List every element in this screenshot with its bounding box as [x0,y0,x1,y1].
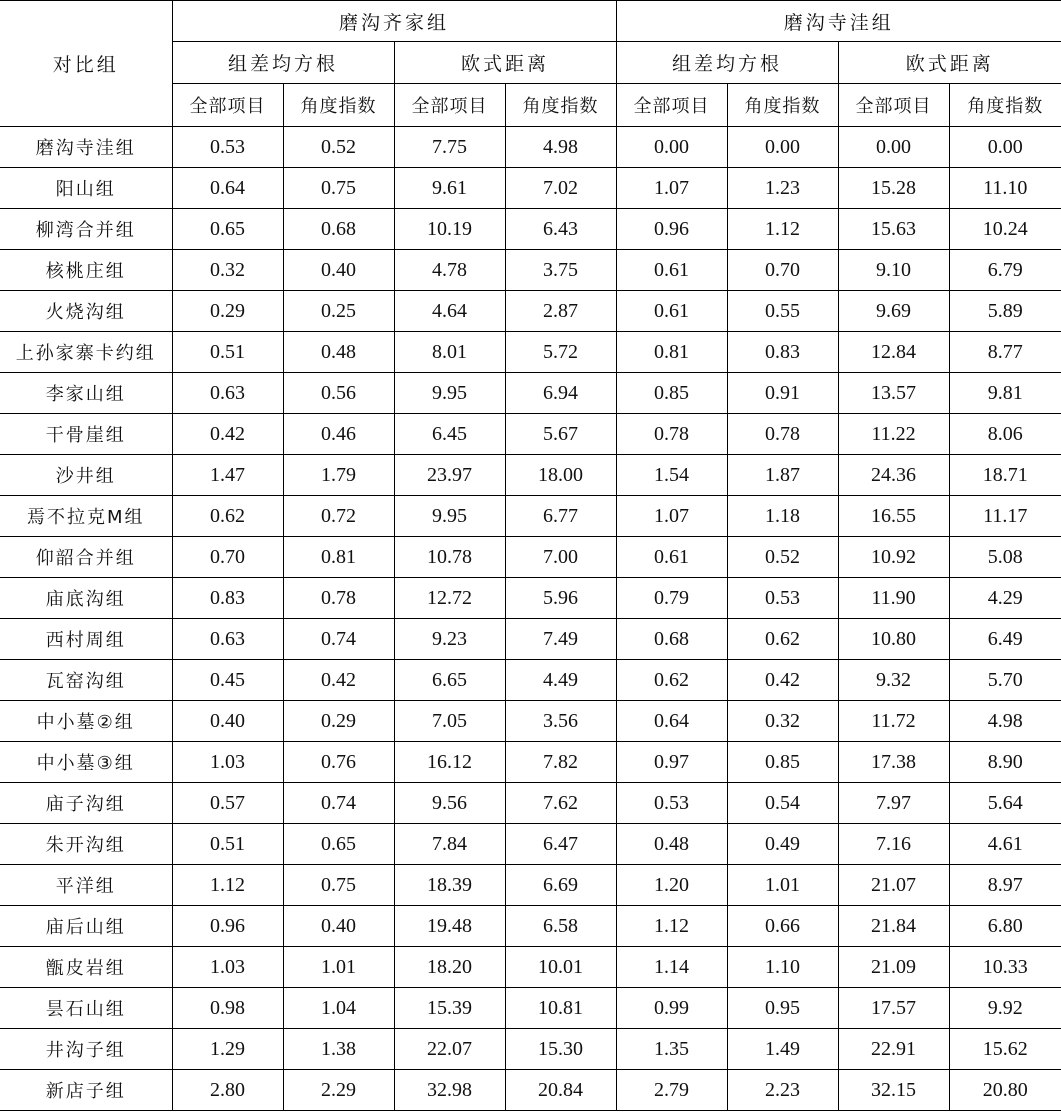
row-label: 仰韶合并组 [0,537,172,578]
value-cell: 1.49 [727,1029,838,1070]
table-row [0,332,1061,373]
value-cell: 32.98 [394,1070,505,1111]
value-cell: 0.49 [727,824,838,865]
value-cell: 0.53 [727,578,838,619]
value-cell: 19.48 [394,906,505,947]
value-cell: 0.98 [172,988,283,1029]
row-label: 阳山组 [0,168,172,209]
value-cell: 0.95 [727,988,838,1029]
value-cell: 1.54 [616,455,727,496]
value-cell: 0.83 [727,332,838,373]
value-cell: 6.49 [949,619,1061,660]
value-cell: 15.28 [838,168,949,209]
value-cell: 0.32 [172,250,283,291]
value-cell: 5.64 [949,783,1061,824]
sub-header: 角度指数 [949,84,1061,127]
value-cell: 18.71 [949,455,1061,496]
value-cell: 0.99 [616,988,727,1029]
value-cell: 4.98 [505,127,616,168]
sub-header: 角度指数 [283,84,394,127]
table-row [0,701,1061,742]
value-cell: 15.63 [838,209,949,250]
value-cell: 11.22 [838,414,949,455]
value-cell: 21.84 [838,906,949,947]
value-cell: 0.68 [283,209,394,250]
value-cell: 10.81 [505,988,616,1029]
value-cell: 7.49 [505,619,616,660]
row-label: 火烧沟组 [0,291,172,332]
metric-header: 欧式距离 [838,42,1061,84]
value-cell: 3.75 [505,250,616,291]
value-cell: 1.04 [283,988,394,1029]
value-cell: 0.65 [172,209,283,250]
value-cell: 1.38 [283,1029,394,1070]
value-cell: 0.85 [727,742,838,783]
value-cell: 1.18 [727,496,838,537]
value-cell: 6.94 [505,373,616,414]
value-cell: 8.01 [394,332,505,373]
table-row [0,578,1061,619]
value-cell: 6.79 [949,250,1061,291]
value-cell: 8.06 [949,414,1061,455]
value-cell: 4.49 [505,660,616,701]
value-cell: 0.48 [616,824,727,865]
value-cell: 2.23 [727,1070,838,1111]
value-cell: 0.72 [283,496,394,537]
corner-header: 对比组 [0,1,172,127]
value-cell: 32.15 [838,1070,949,1111]
value-cell: 0.29 [172,291,283,332]
group-header-qijia: 磨沟齐家组 [172,1,616,42]
value-cell: 0.00 [616,127,727,168]
value-cell: 0.91 [727,373,838,414]
value-cell: 0.81 [283,537,394,578]
value-cell: 9.69 [838,291,949,332]
metric-header: 组差均方根 [616,42,838,84]
value-cell: 1.10 [727,947,838,988]
row-label: 昙石山组 [0,988,172,1029]
value-cell: 17.38 [838,742,949,783]
value-cell: 11.90 [838,578,949,619]
value-cell: 0.79 [616,578,727,619]
value-cell: 1.79 [283,455,394,496]
value-cell: 6.77 [505,496,616,537]
value-cell: 5.72 [505,332,616,373]
value-cell: 0.57 [172,783,283,824]
table-row [0,291,1061,332]
value-cell: 15.30 [505,1029,616,1070]
value-cell: 6.45 [394,414,505,455]
value-cell: 9.95 [394,496,505,537]
value-cell: 0.83 [172,578,283,619]
value-cell: 11.72 [838,701,949,742]
value-cell: 7.16 [838,824,949,865]
value-cell: 4.78 [394,250,505,291]
value-cell: 1.35 [616,1029,727,1070]
value-cell: 0.64 [616,701,727,742]
value-cell: 0.76 [283,742,394,783]
value-cell: 0.00 [838,127,949,168]
value-cell: 8.90 [949,742,1061,783]
metric-header: 组差均方根 [172,42,394,84]
value-cell: 0.61 [616,250,727,291]
value-cell: 22.91 [838,1029,949,1070]
value-cell: 0.45 [172,660,283,701]
table-header [0,1,1061,127]
value-cell: 0.75 [283,168,394,209]
value-cell: 0.46 [283,414,394,455]
value-cell: 7.97 [838,783,949,824]
value-cell: 0.61 [616,291,727,332]
value-cell: 0.54 [727,783,838,824]
row-label: 磨沟寺洼组 [0,127,172,168]
value-cell: 2.29 [283,1070,394,1111]
value-cell: 11.17 [949,496,1061,537]
value-cell: 5.70 [949,660,1061,701]
row-label: 核桃庄组 [0,250,172,291]
value-cell: 0.25 [283,291,394,332]
value-cell: 6.65 [394,660,505,701]
value-cell: 5.89 [949,291,1061,332]
value-cell: 0.00 [949,127,1061,168]
table-row [0,742,1061,783]
row-label: 上孙家寨卡约组 [0,332,172,373]
value-cell: 0.42 [727,660,838,701]
table-row [0,250,1061,291]
sub-header: 全部项目 [838,84,949,127]
value-cell: 7.00 [505,537,616,578]
value-cell: 0.66 [727,906,838,947]
value-cell: 1.20 [616,865,727,906]
value-cell: 5.67 [505,414,616,455]
sub-header: 全部项目 [616,84,727,127]
value-cell: 9.95 [394,373,505,414]
table-row [0,865,1061,906]
value-cell: 0.70 [172,537,283,578]
value-cell: 9.32 [838,660,949,701]
sub-header: 全部项目 [394,84,505,127]
table-row [0,619,1061,660]
value-cell: 0.97 [616,742,727,783]
table-row [0,988,1061,1029]
table-row [0,824,1061,865]
value-cell: 0.70 [727,250,838,291]
row-label: 干骨崖组 [0,414,172,455]
value-cell: 12.72 [394,578,505,619]
row-label: 庙底沟组 [0,578,172,619]
value-cell: 5.08 [949,537,1061,578]
value-cell: 0.53 [172,127,283,168]
value-cell: 6.47 [505,824,616,865]
value-cell: 0.32 [727,701,838,742]
value-cell: 1.29 [172,1029,283,1070]
metric-header: 欧式距离 [394,42,616,84]
value-cell: 1.03 [172,947,283,988]
value-cell: 0.48 [283,332,394,373]
value-cell: 5.96 [505,578,616,619]
value-cell: 0.42 [172,414,283,455]
value-cell: 11.10 [949,168,1061,209]
table-row [0,906,1061,947]
value-cell: 0.51 [172,824,283,865]
value-cell: 4.64 [394,291,505,332]
value-cell: 6.43 [505,209,616,250]
value-cell: 10.01 [505,947,616,988]
row-label: 柳湾合并组 [0,209,172,250]
value-cell: 1.07 [616,496,727,537]
table-row [0,168,1061,209]
value-cell: 4.61 [949,824,1061,865]
value-cell: 0.56 [283,373,394,414]
value-cell: 20.80 [949,1070,1061,1111]
value-cell: 22.07 [394,1029,505,1070]
value-cell: 18.20 [394,947,505,988]
value-cell: 3.56 [505,701,616,742]
value-cell: 0.96 [616,209,727,250]
row-label: 李家山组 [0,373,172,414]
row-label: 井沟子组 [0,1029,172,1070]
value-cell: 7.75 [394,127,505,168]
row-label: 中小墓③组 [0,742,172,783]
value-cell: 0.62 [616,660,727,701]
value-cell: 0.52 [727,537,838,578]
value-cell: 21.07 [838,865,949,906]
value-cell: 2.80 [172,1070,283,1111]
value-cell: 4.98 [949,701,1061,742]
value-cell: 15.39 [394,988,505,1029]
value-cell: 6.69 [505,865,616,906]
value-cell: 6.80 [949,906,1061,947]
value-cell: 16.55 [838,496,949,537]
value-cell: 8.97 [949,865,1061,906]
table-row [0,1029,1061,1070]
value-cell: 17.57 [838,988,949,1029]
table-row [0,783,1061,824]
row-label: 甑皮岩组 [0,947,172,988]
value-cell: 10.92 [838,537,949,578]
value-cell: 1.12 [172,865,283,906]
value-cell: 0.74 [283,783,394,824]
value-cell: 0.40 [172,701,283,742]
value-cell: 0.78 [727,414,838,455]
value-cell: 0.40 [283,250,394,291]
value-cell: 1.03 [172,742,283,783]
value-cell: 1.07 [616,168,727,209]
value-cell: 0.85 [616,373,727,414]
value-cell: 0.63 [172,619,283,660]
value-cell: 0.55 [727,291,838,332]
table-row [0,947,1061,988]
value-cell: 0.75 [283,865,394,906]
value-cell: 9.23 [394,619,505,660]
value-cell: 2.87 [505,291,616,332]
value-cell: 1.12 [727,209,838,250]
value-cell: 7.05 [394,701,505,742]
value-cell: 0.29 [283,701,394,742]
value-cell: 7.02 [505,168,616,209]
value-cell: 1.47 [172,455,283,496]
value-cell: 7.82 [505,742,616,783]
sub-header: 角度指数 [727,84,838,127]
header-row-groups [0,1,1061,42]
row-label: 庙后山组 [0,906,172,947]
value-cell: 9.92 [949,988,1061,1029]
value-cell: 0.62 [727,619,838,660]
value-cell: 8.77 [949,332,1061,373]
row-label: 朱开沟组 [0,824,172,865]
value-cell: 0.63 [172,373,283,414]
value-cell: 0.78 [616,414,727,455]
value-cell: 10.33 [949,947,1061,988]
value-cell: 12.84 [838,332,949,373]
value-cell: 18.39 [394,865,505,906]
value-cell: 0.61 [616,537,727,578]
value-cell: 13.57 [838,373,949,414]
table-row [0,455,1061,496]
value-cell: 16.12 [394,742,505,783]
value-cell: 23.97 [394,455,505,496]
value-cell: 10.24 [949,209,1061,250]
value-cell: 6.58 [505,906,616,947]
value-cell: 1.01 [283,947,394,988]
value-cell: 10.19 [394,209,505,250]
value-cell: 0.53 [616,783,727,824]
table-row [0,373,1061,414]
value-cell: 0.96 [172,906,283,947]
value-cell: 0.42 [283,660,394,701]
row-label: 中小墓②组 [0,701,172,742]
row-label: 瓦窑沟组 [0,660,172,701]
row-label: 西村周组 [0,619,172,660]
row-label: 沙井组 [0,455,172,496]
value-cell: 10.78 [394,537,505,578]
value-cell: 9.10 [838,250,949,291]
table-row [0,660,1061,701]
value-cell: 0.65 [283,824,394,865]
row-label: 焉不拉克M组 [0,496,172,537]
value-cell: 0.68 [616,619,727,660]
value-cell: 0.00 [727,127,838,168]
row-label: 新店子组 [0,1070,172,1111]
value-cell: 0.78 [283,578,394,619]
row-label: 庙子沟组 [0,783,172,824]
group-header-siwa: 磨沟寺洼组 [616,1,1061,42]
table-row [0,1070,1061,1111]
row-label: 平洋组 [0,865,172,906]
value-cell: 0.81 [616,332,727,373]
value-cell: 7.84 [394,824,505,865]
value-cell: 0.64 [172,168,283,209]
table-row [0,537,1061,578]
sub-header: 全部项目 [172,84,283,127]
value-cell: 2.79 [616,1070,727,1111]
value-cell: 1.23 [727,168,838,209]
table-body [0,127,1061,1111]
value-cell: 1.12 [616,906,727,947]
value-cell: 1.01 [727,865,838,906]
value-cell: 4.29 [949,578,1061,619]
value-cell: 1.87 [727,455,838,496]
value-cell: 7.62 [505,783,616,824]
table-row [0,127,1061,168]
value-cell: 10.80 [838,619,949,660]
value-cell: 0.62 [172,496,283,537]
value-cell: 1.14 [616,947,727,988]
value-cell: 0.40 [283,906,394,947]
value-cell: 24.36 [838,455,949,496]
sub-header: 角度指数 [505,84,616,127]
table-row [0,209,1061,250]
value-cell: 18.00 [505,455,616,496]
table-row [0,496,1061,537]
value-cell: 9.61 [394,168,505,209]
table-row [0,414,1061,455]
value-cell: 21.09 [838,947,949,988]
value-cell: 20.84 [505,1070,616,1111]
value-cell: 0.74 [283,619,394,660]
value-cell: 9.81 [949,373,1061,414]
value-cell: 0.52 [283,127,394,168]
value-cell: 0.51 [172,332,283,373]
value-cell: 15.62 [949,1029,1061,1070]
value-cell: 9.56 [394,783,505,824]
